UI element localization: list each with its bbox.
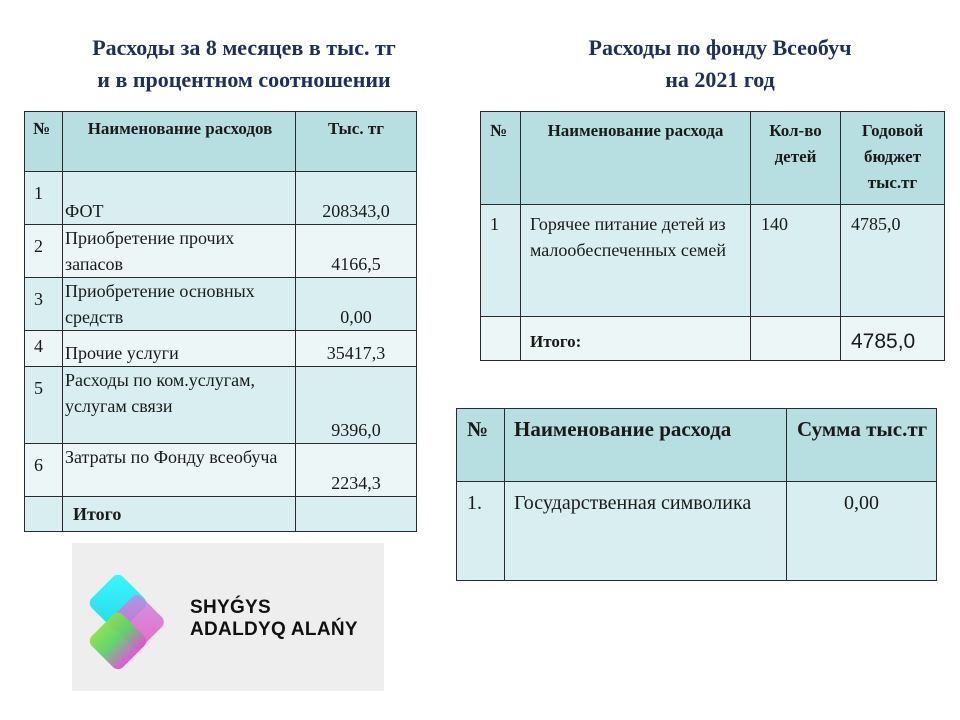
row-no: 4 [25, 331, 63, 367]
row-no: 3 [25, 278, 63, 331]
table-row [25, 172, 417, 225]
table-row [25, 225, 417, 278]
table-row [25, 278, 417, 331]
logo-diamonds-icon [82, 557, 182, 677]
row-name: Государственная символика [505, 482, 787, 581]
table-header-row [481, 112, 945, 205]
row-name: Приобретение основных средств [63, 278, 296, 331]
header-name: Наименование расхода [505, 409, 787, 482]
row-value: 0,00 [296, 278, 417, 331]
row-no: 1 [25, 172, 63, 225]
row-value: 4166,5 [296, 225, 417, 278]
table-row [25, 331, 417, 367]
row-sum: 0,00 [787, 482, 937, 581]
left-title [24, 32, 464, 96]
row-count: 140 [751, 205, 841, 317]
logo-text [190, 597, 358, 641]
right-title-line2: на 2021 год [665, 67, 775, 92]
table-total-row [25, 497, 417, 532]
table-row [25, 367, 417, 444]
row-name: Расходы по ком.услугам, услугам связи [63, 367, 296, 444]
header-budget: Годовой бюджет тыс.тг [841, 112, 945, 205]
header-sum: Сумма тыс.тг [787, 409, 937, 482]
row-name: Горячее питание детей из малообеспеченных семей [521, 205, 751, 317]
table-total-row [481, 317, 945, 361]
row-name: Приобретение прочих запасов [63, 225, 296, 278]
shygys-logo [72, 543, 384, 691]
row-value: 35417,3 [296, 331, 417, 367]
row-no: 5 [25, 367, 63, 444]
logo-line2: ADALDYQ ALAŃY [190, 619, 358, 640]
row-value: 208343,0 [296, 172, 417, 225]
vseobuch-fund-table [480, 111, 945, 361]
left-title-line2: и в процентном соотношении [97, 67, 391, 92]
table-row [25, 444, 417, 497]
total-no-cell [481, 317, 521, 361]
total-value-cell [296, 497, 417, 532]
total-no-cell [25, 497, 63, 532]
header-count: Кол-во детей [751, 112, 841, 205]
header-no: № [25, 112, 63, 172]
row-no: 1 [481, 205, 521, 317]
row-value: 9396,0 [296, 367, 417, 444]
row-no: 6 [25, 444, 63, 497]
total-label: Итого [63, 497, 296, 532]
table-header-row [25, 112, 417, 172]
row-name: ФОТ [63, 172, 296, 225]
row-name: Прочие услуги [63, 331, 296, 367]
right-title-line1: Расходы по фонду Всеобуч [588, 35, 852, 60]
row-value: 2234,3 [296, 444, 417, 497]
total-label: Итого: [521, 317, 751, 361]
logo-line1: SHYǴYS [190, 597, 271, 618]
table-row [481, 205, 945, 317]
total-count-cell [751, 317, 841, 361]
header-no: № [457, 409, 505, 482]
row-name: Затраты по Фонду всеобуча [63, 444, 296, 497]
table-row [457, 482, 937, 581]
expenses-8-months-table [24, 111, 417, 532]
table-header-row [457, 409, 937, 482]
row-budget: 4785,0 [841, 205, 945, 317]
header-value: Тыс. тг [296, 112, 417, 172]
header-name: Наименование расходов [63, 112, 296, 172]
header-no: № [481, 112, 521, 205]
row-no: 1. [457, 482, 505, 581]
left-title-line1: Расходы за 8 месяцев в тыс. тг [92, 35, 396, 60]
row-no: 2 [25, 225, 63, 278]
right-title [500, 32, 940, 96]
total-value: 4785,0 [841, 317, 945, 361]
header-name: Наименование расхода [521, 112, 751, 205]
state-symbolics-table [456, 408, 937, 581]
